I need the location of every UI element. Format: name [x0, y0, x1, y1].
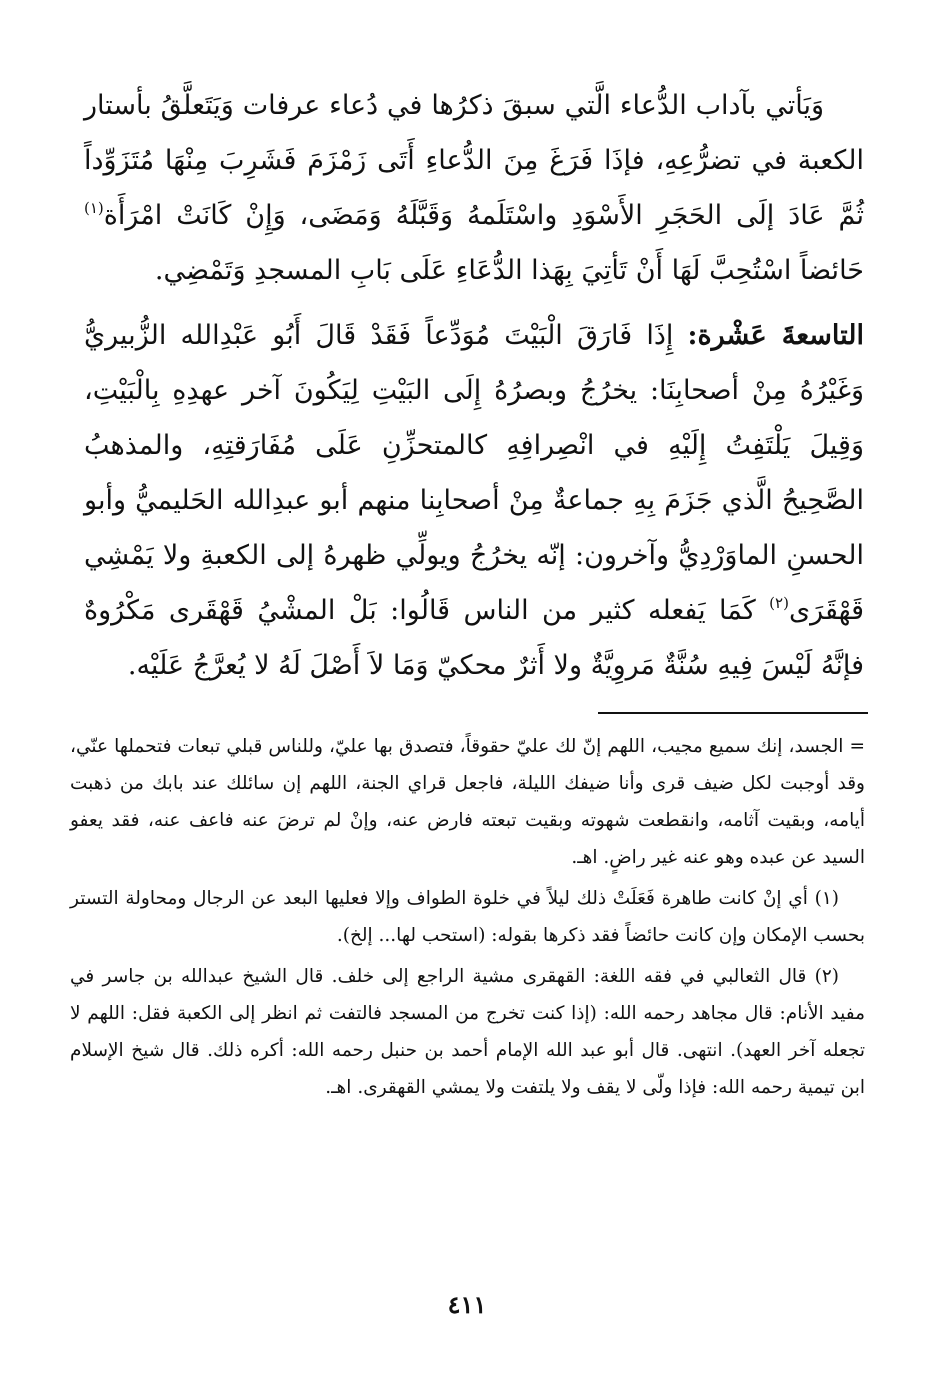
paragraph-1 — [84, 78, 864, 298]
footnotes — [70, 728, 865, 1110]
paragraph-1-text: وَيَأتي بآداب الدُّعاء الَّتي سبقَ ذكرُها في دُعاء عرفات وَيَتَعلَّقُ بأستار الكعبة في تضرُّعِهِ، فإذَا فَرَغَ مِنَ الدُّعاءِ أَتَى زَمْزَمَ فَشَرِبَ مِنْهَا مُتَزَوِّداً ثُمَّ عَادَ إلَى الحَجَرِ الأَسْوَدِ واسْتَلَمهُ وَقَبَّلَهُ وَمَضَى، وَإِنْ كَانَتْ امْرَأَة — [84, 90, 864, 231]
footnote-ref-2[interactable]: (٢) — [769, 594, 789, 612]
paragraph-2-lead: التاسعةَ عَشْرة: — [687, 320, 864, 351]
footnote-divider — [598, 712, 868, 714]
main-text — [84, 78, 864, 703]
paragraph-2-text: إِذَا فَارَقَ الْبَيْتَ مُوَدِّعاً فَقَدْ قَالَ أَبُو عَبْدِالله الزُّبيريُّ وَغَيْرُهُ مِنْ أصحابِنَا: يخرُجُ وبصرُهُ إِلَى البَيْتِ لِيَكُونَ آخر عهدِهِ بِالْبَيْتِ، وَقِيلَ يَلْتَفِتُ إِلَيْهِ في انْصِرافِهِ كالمتحزِّنِ عَلَى مُفَارَقتِهِ، والمذهبُ الصَّحِيحُ الَّذي جَزَمَ بِهِ جماعةٌ مِنْ أصحابِنا منهم أبو عبدِالله الحَليميُّ وأبو الحسنِ الماوَرْدِيُّ وآخرون: إنّه يخرُجُ ويولِّي ظهرهُ إلى الكعبةِ ولا يَمْشِي قَهْقَرَى — [84, 320, 864, 626]
paragraph-2 — [84, 308, 864, 693]
page-number: ٤١١ — [447, 1290, 487, 1319]
paragraph-2-end: كَمَا يَفعله كثير من الناس قَالُوا: بَلْ المشْيُ قَهْقَرى مَكْرُوهٌ فإنَّهُ لَيْسَ فِيهِ سُنَّةٌ مَروِيَّةٌ ولا أَثرٌ محكيّ وَمَا لاَ أَصْلَ لَهُ لا يُعرَّجُ عَلَيْه. — [84, 595, 864, 681]
footnote-continuation: = الجسد، إنك سميع مجيب، اللهم إنّ لك عليّ حقوقاً، فتصدق بها عليّ، وللناس قبلي تبعات فتحملها عنّي، وقد أوجبت لكل ضيف قرى وأنا ضيفك الليلة، فاجعل قراي الجنة، اللهم إن سائلك عند بابك من ذهبت أيامه، وبقيت آثامه، وانقطعت شهوته وبقيت تبعته فارض عنه، وإنْ لم ترضَ عنه فاعف عنه، فقد يعفو السيد عن عبده وهو عنه غير راضٍ. اهـ. — [70, 736, 865, 868]
paragraph-1-end: حَائضاً اسْتُحِبَّ لَهَا أَنْ تَأتِيَ بِهَذا الدُّعَاءِ عَلَى بَابِ المسجدِ وَتَمْضِي. — [154, 255, 864, 286]
footnote-2: (٢) قال الثعالبي في فقه اللغة: القهقرى مشية الراجع إلى خلف. قال الشيخ عبدالله بن جاسر في مفيد الأنام: قال مجاهد رحمه الله: (إذا كنت تخرج من المسجد فالتفت ثم انظر إلى الكعبة فقل: اللهم لا تجعله آخر العهد). انتهى. قال أبو عبد الله الإمام أحمد بن حنبل رحمه الله: أكره ذلك. قال شيخ الإسلام ابن تيمية رحمه الله: فإذا ولّى لا يقف ولا يلتفت ولا يمشي القهقرى. اهـ. — [70, 966, 865, 1098]
footnote-ref-1[interactable]: (١) — [84, 199, 104, 217]
footnote-1: (١) أي إنْ كانت طاهرة فَعَلَتْ ذلك ليلاً في خلوة الطواف وإلا فعليها البعد عن الرجال ومحاولة التستر بحسب الإمكان وإن كانت حائضاً فقد ذكرها بقوله: (استحب لها... إلخ). — [70, 888, 865, 946]
